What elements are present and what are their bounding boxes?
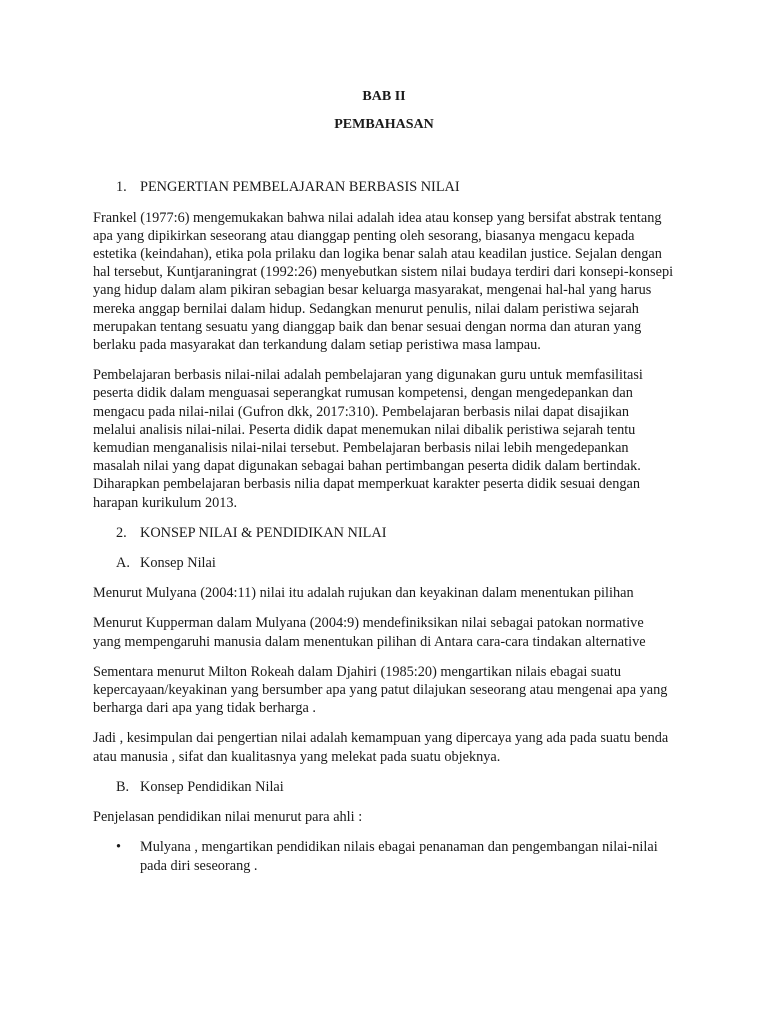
paragraph: Frankel (1977:6) mengemukakan bahwa nilai adalah idea atau konsep yang bersifat abstrak tentang apa yang dipikirkan seseorang atau dianggap penting oleh sesorang, biasanya mengacu kepada estetika (keindahan), etika pola prilaku dan logika benar salah atau keadilan justice. Sejalan dengan hal tersebut, Kuntjaraningrat (1992:26) menyebutkan sistem nilai budaya terdiri dari konsepi-konsepi yang hidup dalam alam pikiran sebagian besar keluarga masyarakat, mengenai hal-hal yang harus mereka anggap bernilai dalam hidup. Sedangkan menurut penulis, nilai dalam peristiwa sejarah merupakan tentang sesuatu yang dianggap baik dan benar sesuai dengan norma dan aturan yang berlaku pada masyarakat dan terkandung dalam setiap peristiwa masa lampau. [93,209,674,354]
section-2-title: KONSEP NILAI & PENDIDIKAN NILAI [140,524,387,541]
subsection-b-letter: B. [116,778,130,795]
paragraph: Menurut Mulyana (2004:11) nilai itu adalah rujukan dan keyakinan dalam menentukan pilihan [93,585,634,602]
subsection-b-title: Konsep Pendidikan Nilai [140,778,284,795]
section-1-heading [116,178,675,196]
chapter-title: PEMBAHASAN [334,117,434,133]
section-2-number: 2. [116,524,127,541]
subsection-a-heading [116,554,675,572]
list-item-text: Mulyana , mengartikan pendidikan nilais ebagai penanaman dan pengembangan nilai-nilai pada diri seseorang . [140,839,658,874]
subsection-a-title: Konsep Nilai [140,555,216,572]
paragraph: Jadi , kesimpulan dai pengertian nilai adalah kemampuan yang dipercaya yang ada pada suatu benda atau manusia , sifat dan kualitasnya yang melekat pada suatu objeknya. [93,730,669,765]
paragraph: Pembelajaran berbasis nilai-nilai adalah pembelajaran yang digunakan guru untuk memfasilitasi peserta didik dalam menguasai seperangkat rumusan kompetensi, dengan mengedepankan dan mengacu pada nilai-nilai (Gufron dkk, 2017:310). Pembelajaran berbasis nilai dapat disajikan melalui analisis nilai-nilai. Peserta didik dapat menemukan nilai dibalik peristiwa sejarah tentu kemudian menganalisis nilai-nilai tersebut. Pembelajaran berbasis nilai lebih mengedepankan masalah nilai yang dapat digunakan sebagai bahan pertimbangan peserta didik dalam bertindak. Diharapkan pembelajaran berbasis nilia dapat memperkuat karakter peserta didik sesuai dengan harapan kurikulum 2013. [93,367,643,511]
section-1-title: PENGERTIAN PEMBELAJARAN BERBASIS NILAI [140,179,460,196]
paragraph: Menurut Kupperman dalam Mulyana (2004:9) mendefiniksikan nilai sebagai patokan normative yang mempengaruhi manusia dalam menentukan pilihan di Antara cara-cara tindakan alternative [93,615,646,650]
chapter-label: BAB II [362,89,406,104]
bullet-list [93,838,675,874]
document-content [93,88,675,875]
list-item [116,838,675,874]
subsection-b-heading [116,778,675,796]
section-2-heading [116,524,675,542]
paragraph: Penjelasan pendidikan nilai menurut para ahli : [93,809,363,826]
subsection-a-letter: A. [116,555,130,572]
paragraph: Sementara menurut Milton Rokeah dalam Djahiri (1985:20) mengartikan nilais ebagai suatu kepercayaan/keyakinan yang bersumber apa yang patut dilajukan seseorang atau mengenai apa yang berharga dari apa yang tidak berharga . [93,663,668,717]
bullet-icon: • [116,839,122,856]
section-1-number: 1. [116,179,127,196]
